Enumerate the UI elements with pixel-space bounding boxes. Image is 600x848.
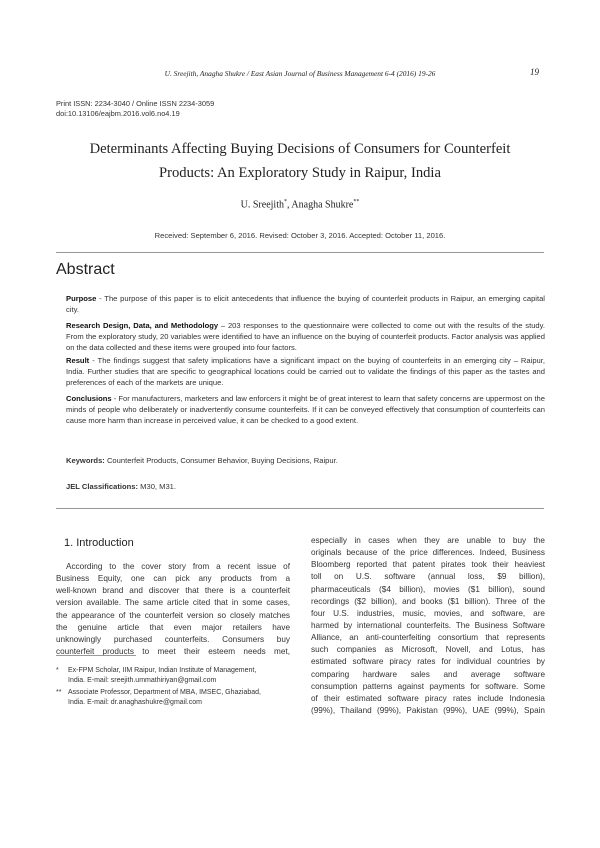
introduction-heading: 1. Introduction (64, 537, 134, 549)
footnote-2-line-2: India. E-mail: dr.anaghashukre@gmail.com (68, 699, 202, 706)
article-title (56, 137, 544, 185)
result-label: Result (66, 356, 90, 365)
author-1: U. Sreejith (240, 199, 284, 211)
jel-classifications (66, 482, 545, 491)
text-line: According to the cover story from a recent issue of (66, 562, 290, 571)
author-separator: , (286, 199, 292, 211)
purpose-label: Purpose (66, 294, 97, 303)
intro-right-column (311, 535, 545, 717)
conclusions-label: Conclusions (66, 394, 112, 403)
text-line: well-known brand and discover that there is a counterfeit (56, 586, 290, 596)
title-line-2: Products: An Exploratory Study in Raipur, India (159, 165, 441, 181)
purpose-text: - The purpose of this paper is to elicit antecedents that influence the buying of counterfeit products in Raipur, an emerging capital city. (66, 294, 545, 314)
text-line: comparing hardware sales and average software (311, 669, 545, 679)
abstract-purpose (66, 293, 545, 315)
text-line: the genuine article that even major retailers have (56, 622, 290, 632)
abstract-design (66, 320, 545, 353)
author-2-mark: ** (353, 199, 360, 205)
text-line: four U.S. industries, music, movies, and software, are (311, 608, 545, 618)
abstract-result (66, 355, 545, 388)
text-line: originals because of the price differences. Indeed, Business (311, 548, 545, 558)
result-text: - The findings suggest that safety implications have a significant impact on the buying of counterfeits in an emerging city – Raipur, India. Further studies that are specific to geographical locations could be carried out to validate the findings of this paper as the tastes and preferences of each of the markets are unique. (66, 356, 545, 387)
text-line: toll on U.S. software (annual loss, $9 billion), (311, 572, 545, 582)
footnote-1-mark: * (56, 667, 59, 674)
issn-line: Print ISSN: 2234-3040 / Online ISSN 2234-3059 (56, 99, 215, 108)
text-line: especially in cases when they are unable to buy the (311, 536, 545, 545)
footnote-1 (56, 666, 290, 686)
footnote-divider (56, 655, 136, 656)
text-line: harmed by international counterfeits. The Business Software (311, 620, 545, 630)
title-line-1: Determinants Affecting Buying Decisions of Consumers for Counterfeit (89, 141, 511, 157)
text-line: pharmaceuticals ($4 billion), movies ($1 billion), sound (311, 584, 545, 594)
article-dates: Received: September 6, 2016. Revised: October 3, 2016. Accepted: October 11, 2016. (154, 231, 446, 240)
text-line: Business Equity, one can pick any products from a (56, 574, 290, 584)
abstract-heading: Abstract (56, 261, 115, 278)
text-line: consumption patterns against payments for software. Some (311, 681, 545, 691)
footnote-2 (56, 688, 290, 708)
jel-label: JEL Classifications: (66, 482, 139, 491)
intro-left-column (56, 561, 290, 658)
text-line: the appearance of the counterfeit version so closely matches (56, 610, 290, 620)
text-line: counterfeit products to meet their esteem needs met, (56, 646, 290, 656)
keywords-label: Keywords: (66, 456, 105, 465)
issn-block (56, 99, 214, 119)
design-label: Research Design, Data, and Methodology (66, 321, 219, 330)
text-line: unknowingly purchased counterfeits. Consumers buy (56, 634, 290, 644)
footnote-1-line-2: India. E-mail: sreejith.ummathiriyan@gmail.com (68, 677, 217, 684)
text-line: Alliance, an anti-counterfeiting consortium that represents (311, 633, 545, 643)
keywords-text: Counterfeit Products, Consumer Behavior, Buying Decisions, Raipur. (104, 456, 338, 465)
divider-bottom (56, 508, 544, 509)
text-line: such companies as Microsoft, Novell, and Lotus, has (311, 645, 545, 655)
text-line: Bloomberg reported that patent pirates took their heaviest (311, 560, 545, 570)
jel-text: M30, M31. (138, 482, 177, 491)
text-line: version available. The same article cited that in some cases, (56, 598, 290, 608)
text-line: recordings ($2 billion), and books ($1 billion). Three of the (311, 596, 545, 606)
author-1-mark: * (283, 199, 287, 205)
authors (56, 199, 544, 210)
running-header: U. Sreejith, Anagha Shukre / East Asian Journal of Business Management 6-4 (2016) 19-26 (164, 69, 436, 78)
conclusions-text: - For manufacturers, marketers and law enforcers it might be of great interest to learn that safety concerns are uppermost on the minds of people who deliberately or inadvertently consume counterfeits. If it can be conveyed effectively that consumption of counterfeits can cause more harm than increase in perceived value, it can be checked to a good extent. (66, 394, 545, 425)
footnote-1-line-1: Ex-FPM Scholar, IIM Raipur, Indian Institute of Management, (68, 667, 257, 674)
text-line: (99%), Thailand (99%), Pakistan (99%), UAE (99%), Spain (311, 705, 545, 715)
footnote-2-line-1: Associate Professor, Department of MBA, IMSEC, Ghaziabad, (68, 689, 261, 696)
author-2: Anagha Shukre (291, 199, 354, 211)
doi-line: doi:10.13106/eajbm.2016.vol6.no4.19 (56, 109, 180, 118)
design-text: – 203 responses to the questionnaire were collected to come out with the results of the study. From the exploratory study, 20 variables were identified to have an influence on the buying of counterfeit products. Factor analysis was applied on the data collected and these items were grouped into four factors. (66, 321, 545, 352)
text-line: estimated software piracy rates for individual countries by (311, 657, 545, 667)
footnote-2-mark: ** (56, 689, 62, 696)
keywords (66, 456, 545, 465)
abstract-conclusions (66, 393, 545, 426)
page-number: 19 (530, 67, 539, 77)
divider-top (56, 252, 544, 253)
text-line: of their estimated software piracy rates include Indonesia (311, 693, 545, 703)
